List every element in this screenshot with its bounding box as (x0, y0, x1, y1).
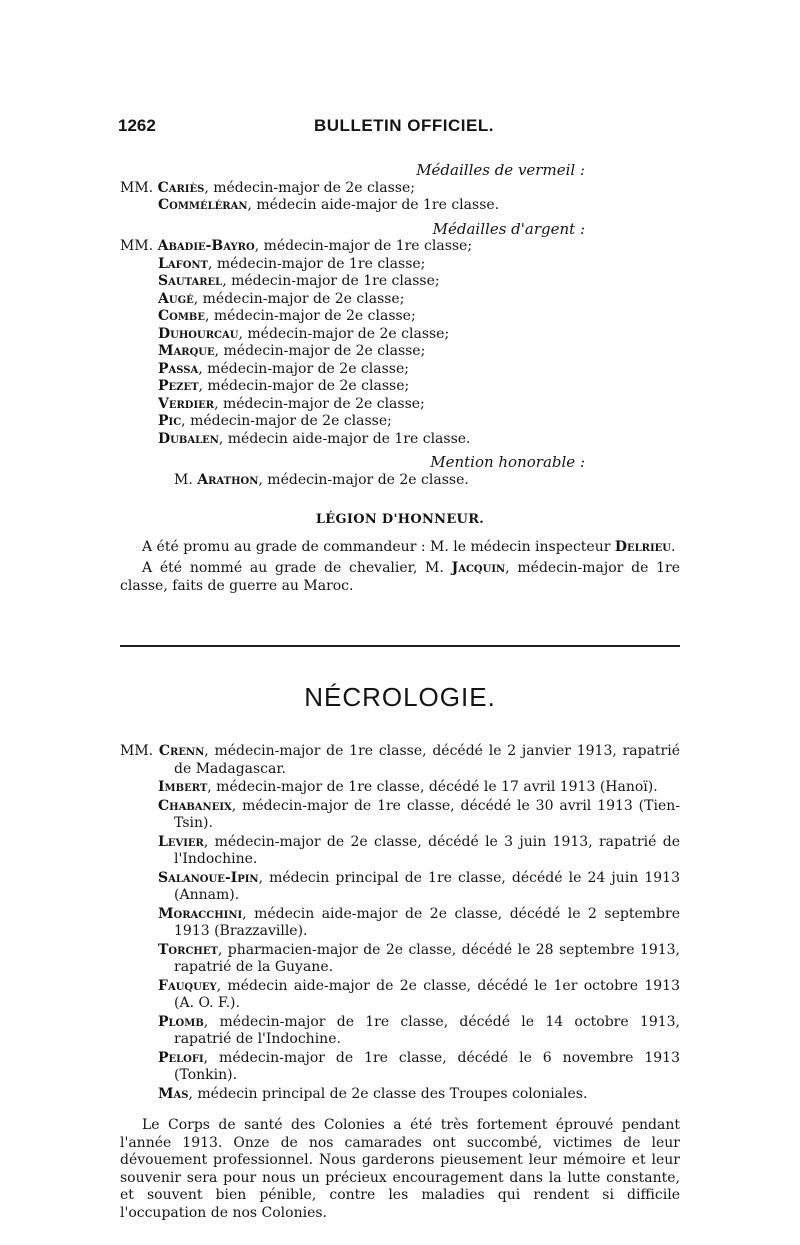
list-item (120, 308, 680, 326)
list-item (120, 361, 680, 379)
list-item (120, 870, 680, 905)
item-description: , médecin aide-major de 2e classe, décédé le 2 septembre 1913 (Brazzaville). (174, 905, 680, 939)
item-prefix: MM. (120, 743, 159, 759)
person-name: Mas (158, 1085, 189, 1102)
list-item (120, 1014, 680, 1049)
list-item (120, 238, 680, 256)
item-description: , médecin-major de 1re classe; (208, 255, 426, 272)
item-description: , médecin-major de 2e classe. (258, 471, 469, 488)
legion-p2-name: Jacquin (451, 560, 506, 576)
running-title: BULLETIN OFFICIEL. (314, 116, 494, 135)
legion-p2-end: , médecin-major de 1re classe, faits de guerre au Maroc. (120, 560, 680, 594)
item-description: , médecin-major de 2e classe; (204, 179, 415, 196)
person-name: Plomb (158, 1013, 204, 1030)
legion-p1-end: . (671, 538, 676, 555)
list-item (120, 413, 680, 431)
closing-paragraph: Le Corps de santé des Colonies a été très fortement éprouvé pendant l'année 1913. Onze de nos camarades ont succombé, victimes de leur dévouement professionnel. Nous garderons pieusement leur mémoire et leur souvenir sera pour nous un précieux encouragement dans la lutte constante, et souvent bien pénible, contre les maladies qui rendent si difficile l'occupation de nos Colonies. (120, 1117, 680, 1221)
legion-heading: LÉGION D'HONNEUR. (315, 512, 485, 527)
list-item (120, 472, 680, 490)
person-name: Arathon (197, 471, 259, 488)
item-description: , médecin aide-major de 1re classe. (218, 430, 471, 447)
item-description: , médecin principal de 2e classe des Troupes coloniales. (188, 1085, 588, 1102)
list-item (120, 343, 680, 361)
list-item (120, 197, 680, 215)
person-name: Pezet (158, 378, 199, 394)
item-description: , médecin-major de 2e classe; (193, 290, 405, 307)
person-name: Combe (158, 308, 205, 324)
legion-p1-name: Delrieu (614, 538, 672, 555)
item-prefix: M. (174, 471, 198, 488)
item-prefix: MM. (120, 238, 158, 254)
item-description: , médecin principal de 1re classe, décédé le 24 juin 1913 (Annam). (174, 869, 680, 903)
person-name: Marque (158, 343, 215, 359)
person-name: Duhourcau (158, 325, 239, 342)
necrologie-list (120, 743, 680, 1103)
item-description: , médecin-major de 1re classe, décédé le 14 octobre 1913, rapatrié de l'Indochine. (174, 1013, 680, 1047)
person-name: Comméléran (158, 197, 248, 213)
person-name: Abadie-Bayro (157, 238, 255, 254)
list-item (120, 378, 680, 396)
item-description: , médecin-major de 1re classe, décédé le 6 novembre 1913 (Tonkin). (174, 1049, 680, 1083)
person-name: Lafont (158, 255, 208, 272)
item-description: , médecin-major de 1re classe, décédé le 2 janvier 1913, rapatrié de Madagascar. (174, 743, 680, 777)
list-item (120, 779, 680, 797)
item-prefix: MM. (120, 179, 158, 196)
argent-list (120, 238, 680, 448)
legion-paragraph-2 (120, 560, 680, 595)
person-name: Levier (158, 833, 204, 850)
page-header (118, 116, 688, 140)
legion-paragraph-1 (120, 539, 680, 557)
awards-section (120, 162, 680, 599)
list-item (120, 291, 680, 309)
necrologie-section (120, 743, 680, 1226)
person-name: Imbert (158, 779, 208, 795)
page-number: 1262 (118, 116, 156, 135)
item-description: , médecin-major de 2e classe; (198, 378, 410, 394)
person-name: Sautarel (158, 273, 223, 289)
item-description: , médecin-major de 2e classe; (214, 395, 425, 412)
item-description: , pharmacien-major de 2e classe, décédé le 28 septembre 1913, rapatrié de la Guyane. (174, 941, 680, 975)
argent-heading: Médailles d'argent : (432, 219, 585, 238)
item-description: , médecin-major de 2e classe; (214, 343, 426, 359)
list-item (120, 431, 680, 449)
list-item (120, 834, 680, 869)
vermeil-heading: Médailles de vermeil : (416, 161, 585, 179)
vermeil-list (120, 180, 680, 215)
list-item (120, 256, 680, 274)
person-name: Salanoue-Ipin (158, 869, 259, 886)
legion-p2-text: A été nommé au grade de chevalier, M. (142, 560, 452, 576)
list-item (120, 180, 680, 198)
honorable-heading: Mention honorable : (430, 453, 585, 471)
item-description: , médecin-major de 2e classe; (198, 360, 409, 377)
list-item (120, 396, 680, 414)
person-name: Passa (158, 360, 199, 377)
legion-p1-text: A été promu au grade de commandeur : M. le médecin inspecteur (142, 538, 615, 555)
person-name: Pelofi (158, 1049, 204, 1066)
list-item (120, 1086, 680, 1104)
person-name: Moracchini (158, 905, 243, 922)
list-item (120, 273, 680, 291)
list-item (120, 743, 680, 778)
list-item (120, 978, 680, 1013)
item-description: , médecin-major de 2e classe; (181, 413, 392, 429)
item-description: , médecin-major de 2e classe; (238, 325, 450, 342)
item-description: , médecin-major de 2e classe, décédé le 3 juin 1913, rapatrié de l'Indochine. (174, 833, 680, 867)
item-description: , médecin aide-major de 2e classe, décédé le 1er octobre 1913 (A. O. F.). (174, 977, 680, 1011)
person-name: Chabaneix (158, 797, 232, 814)
person-name: Dubalen (158, 430, 219, 447)
section-divider (120, 645, 680, 647)
person-name: Augé (158, 290, 194, 307)
item-description: , médecin-major de 1re classe, décédé le 30 avril 1913 (Tien-Tsin). (174, 797, 680, 831)
list-item (120, 326, 680, 344)
list-item (120, 798, 680, 833)
honorable-list (120, 472, 680, 490)
person-name: Pic (158, 413, 182, 429)
person-name: Cariès (157, 179, 205, 196)
item-description: , médecin-major de 1re classe; (254, 238, 473, 254)
item-description: , médecin-major de 1re classe, décédé le 17 avril 1913 (Hanoï). (207, 779, 658, 795)
person-name: Verdier (158, 395, 215, 412)
person-name: Torchet (158, 941, 218, 958)
necrologie-title: NÉCROLOGIE. (304, 682, 496, 712)
list-item (120, 942, 680, 977)
item-description: , médecin-major de 2e classe; (205, 308, 416, 324)
person-name: Crenn (158, 743, 205, 759)
list-item (120, 906, 680, 941)
item-description: , médecin aide-major de 1re classe. (247, 197, 500, 213)
item-description: , médecin-major de 1re classe; (222, 273, 440, 289)
list-item (120, 1050, 680, 1085)
person-name: Fauquey (158, 977, 217, 994)
